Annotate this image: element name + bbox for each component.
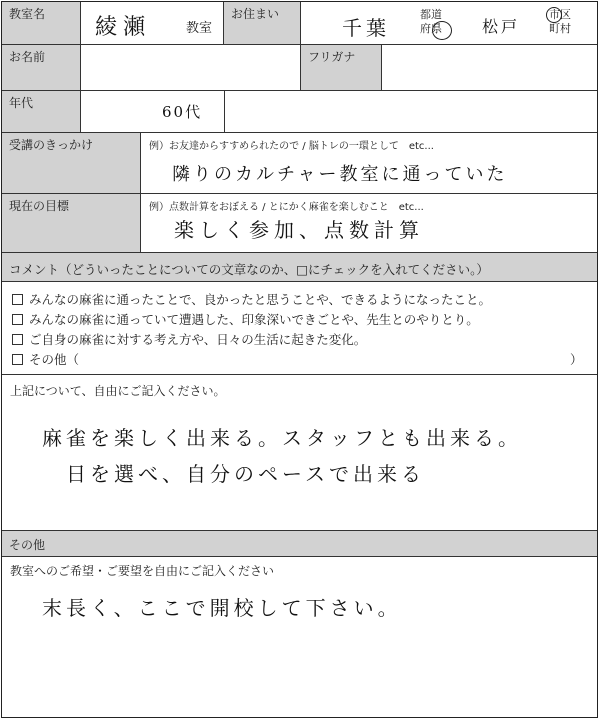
prefecture-value[interactable]: 千葉 (342, 16, 390, 40)
divider (140, 194, 141, 252)
other-close-paren: ） (570, 352, 583, 367)
name-label: お名前 (2, 45, 80, 90)
comment-option-3[interactable]: ご自身の麻雀に対する考え方や、日々の生活に起きた変化。 (12, 330, 366, 348)
goal-hint: 例）点数計算をおぼえる / とにかく麻雀を楽しむこと etc... (149, 202, 424, 213)
divider (80, 2, 81, 44)
kana-label: フリガナ (301, 45, 381, 90)
goal-label: 現在の目標 (2, 194, 140, 252)
prefecture-suffix: 都道府県 (420, 8, 442, 35)
divider (2, 556, 597, 557)
comment-option-2[interactable]: みんなの麻雀に通っていて遭遇した、印象深いできごとや、先生とのやりとり。 (12, 310, 479, 328)
comment-heading: コメント（どういったことについての文章なのか、□にチェックを入れてください。） (2, 253, 597, 281)
classroom-label: 教室名 (2, 2, 80, 44)
divider (2, 374, 597, 375)
divider (80, 45, 81, 90)
kana-field[interactable] (383, 48, 593, 88)
classroom-suffix: 教室 (186, 21, 213, 36)
municipality-suffix: 市区町村 (549, 8, 571, 35)
checkbox[interactable] (12, 334, 23, 345)
prefecture-circle (432, 21, 452, 40)
classroom-value[interactable]: 綾瀬 (95, 15, 152, 40)
goal-answer[interactable]: 楽しく参加、点数計算 (174, 218, 424, 242)
other-answer[interactable]: 末長く、ここで開校して下さい。 (42, 596, 402, 620)
comment-option-4[interactable]: その他（ (12, 350, 79, 368)
comment-instruction: 上記について、自由にご記入ください。 (10, 384, 226, 398)
comment-option-1[interactable]: みんなの麻雀に通ったことで、良かったと思うことや、できるようになったこと。 (12, 290, 491, 308)
other-heading: その他 (2, 531, 597, 556)
divider (140, 133, 141, 193)
address-label: お住まい (224, 2, 300, 44)
divider (300, 2, 301, 44)
divider (80, 91, 81, 132)
checkbox[interactable] (12, 314, 23, 325)
name-field[interactable] (82, 48, 297, 88)
survey-form (1, 1, 598, 718)
divider (224, 132, 597, 133)
divider (2, 90, 597, 91)
motive-label: 受講のきっかけ (2, 133, 140, 193)
checkbox[interactable] (12, 354, 23, 365)
motive-hint: 例）お友達からすすめられたので / 脳トレの一環として etc... (149, 141, 434, 152)
comment-answer-line-2[interactable]: 日を選べ、自分のペースで出来る (66, 462, 425, 486)
motive-answer[interactable]: 隣りのカルチャー教室に通っていた (172, 164, 508, 185)
divider (300, 45, 301, 90)
divider (223, 2, 224, 44)
divider (381, 45, 382, 90)
age-label: 年代 (2, 91, 80, 132)
age-value[interactable]: 60代 (162, 103, 203, 121)
municipality-value[interactable]: 松戸 (482, 17, 521, 36)
other-instruction: 教室へのご希望・ご要望を自由にご記入ください (10, 564, 275, 578)
checkbox[interactable] (12, 294, 23, 305)
divider (224, 91, 225, 132)
divider (2, 281, 597, 282)
municipality-circle (546, 7, 562, 23)
comment-answer-line-1[interactable]: 麻雀を楽しく出来る。スタッフとも出来る。 (42, 426, 522, 450)
